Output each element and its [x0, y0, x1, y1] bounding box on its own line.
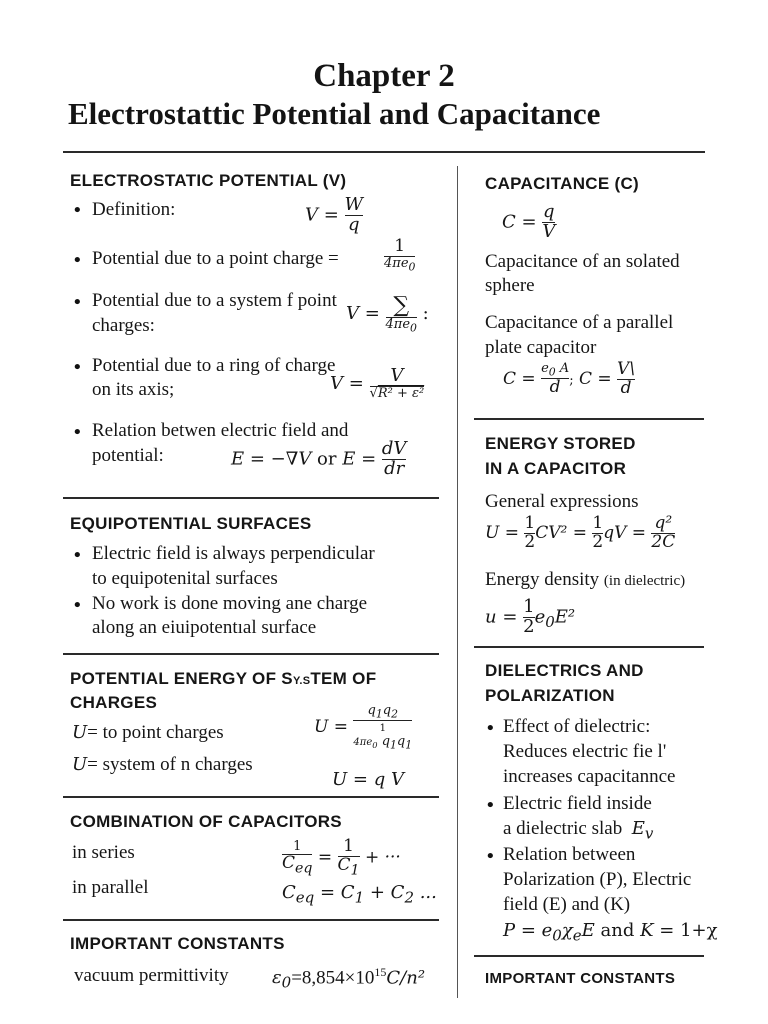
section-heading-constants-right: IMPORTANT CONSTANTS: [485, 970, 676, 987]
dielectric-relation-3: field (E) and (K): [503, 894, 631, 915]
equipotential-item-1a: Electric field is always perpendicular: [92, 543, 375, 564]
formula-capacitance: C = $\frac{q}{V}$: [502, 201, 556, 242]
pe-row-1-text: to point charges: [102, 722, 224, 743]
equipotential-item-2a: No work is done moving ane charge: [92, 593, 368, 614]
section-heading-energy: ENERGY STORED: [485, 434, 636, 453]
section-heading-pe-system-2: CHARGES: [70, 693, 158, 712]
chapter-number: Chapter 2: [313, 58, 455, 94]
dielectric-effect-2: Reduces electric fie l': [503, 741, 667, 762]
heading-part-1: POTENTIAL ENERGY OF S: [70, 669, 293, 688]
formula-field-potential: E = −∇V or E = $\frac{dV}{dr}$: [231, 438, 407, 479]
pe-row-2-text: system of n charges: [102, 754, 253, 775]
formula-ring-charge: V = $\frac{V}{\text{√R² + ε²}}$: [330, 365, 425, 401]
constant-exponent: 15: [374, 965, 387, 979]
divider-right-1: [474, 418, 704, 420]
parallel-label: in parallel: [72, 877, 149, 898]
formula-parallel: $C_{eq} = C_1 + C_2$ ...: [282, 882, 437, 907]
bullet: •: [72, 357, 83, 378]
general-expressions-label: General expressions: [485, 491, 639, 512]
section-heading-dielectrics-2: POLARIZATION: [485, 686, 615, 705]
formula-polarization: $P = e_0\chi_eE$ and K = 1+χ: [503, 920, 718, 945]
constant-value: =8,854×10: [291, 967, 375, 989]
formula-series: $\frac{1}{C_{eq}}$ = $\frac{1}{C_1}$ + ···: [282, 836, 401, 879]
divider-right-3: [474, 955, 704, 957]
field-potential-label-2: potential:: [92, 445, 164, 466]
formula-energy-density: u = $\frac{1}{2}$ $e_0E^2$: [485, 596, 576, 637]
dielectric-inside-1: Electric field inside: [503, 793, 652, 814]
dielectric-effect-1: Effect of dielectric:: [503, 716, 651, 737]
energy-density-label: [485, 569, 685, 591]
pe-row-2: U= system of n charges: [72, 754, 253, 775]
bullet: •: [72, 595, 83, 616]
column-divider: [457, 166, 458, 998]
bullet: •: [72, 200, 83, 221]
section-heading-combination: COMBINATION OF CAPACITORS: [70, 812, 342, 831]
bullet: •: [72, 545, 83, 566]
section-heading-pe-system: [70, 669, 376, 689]
dielectric-inside-2: a dielectric slab $E_v$: [503, 818, 654, 843]
section-heading-potential: ELECTROSTATIC POTENTIAL (V): [70, 171, 347, 190]
bullet: •: [72, 292, 83, 313]
formula-pe-n-charges: U = q V: [332, 769, 404, 790]
field-potential-label-1: Relation betwen electric field and: [92, 420, 349, 441]
section-heading-constants: IMPORTANT CONSTANTS: [70, 934, 285, 953]
page-title: Electrostattic Potential and Capacitance: [68, 96, 601, 131]
formula-system-charges: V = $\frac{\sum}{4\pi e_0}$ :: [346, 293, 429, 335]
ring-charge-label-1: Potential due to a ring of charge: [92, 355, 336, 376]
or-word: or: [317, 448, 337, 470]
and-word: and: [600, 920, 635, 941]
heading-part-ys: Y.S: [292, 675, 311, 687]
pe-row-1: U= to point charges: [72, 722, 224, 743]
formula-point-charge: $\frac{1}{4\pi e_0}$: [384, 236, 416, 274]
bullet: •: [72, 422, 83, 443]
vacuum-permittivity-label: vacuum permittivity: [74, 965, 229, 986]
bullet: •: [485, 795, 496, 816]
isolated-sphere-label-2: sphere: [485, 275, 535, 296]
definition-label: Definition:: [92, 199, 176, 220]
series-label: in series: [72, 842, 135, 863]
formula-definition: V = $\frac{W}{q}$: [305, 194, 364, 235]
formula-pe-two-charges: U = $q_1q_2$ 1 $4\pi e_0$ $q_1q_1$: [314, 703, 413, 752]
heading-part-rest: TEM OF: [310, 669, 377, 688]
divider-left-3: [63, 796, 439, 798]
equipotential-item-2b: along an eiuipotentıal surface: [92, 617, 317, 638]
point-charge-label: Potential due to a point charge =: [92, 248, 339, 269]
section-heading-dielectrics: DIELECTRICS AND: [485, 661, 644, 680]
dielectric-relation-2: Polarization (P), Electric: [503, 869, 692, 890]
equipotential-item-1b: to equipotenital surfaces: [92, 568, 278, 589]
parallel-plate-label-2: plate capacitor: [485, 337, 597, 358]
bullet: •: [485, 846, 496, 867]
divider-right-2: [474, 646, 704, 648]
section-heading-equipotential: EQUIPOTENTIAL SURFACES: [70, 514, 312, 533]
section-heading-capacitance: CAPACITANCE (C): [485, 174, 640, 193]
divider-left-4: [63, 919, 439, 921]
system-charges-label-2: charges:: [92, 315, 155, 336]
divider-left-2: [63, 653, 439, 655]
parallel-plate-label-1: Capacitance of a parallel: [485, 312, 674, 333]
formula-energy: U = $\frac{1}{2}$ CV² = $\frac{1}{2}$ qV = $\frac{\text{q²}}{2C}$: [485, 513, 676, 552]
isolated-sphere-label-1: Capacitance of an solated: [485, 251, 680, 272]
dielectric-relation-1: Relation between: [503, 844, 636, 865]
bullet: •: [72, 250, 83, 271]
vacuum-permittivity-value: $\varepsilon_0=8,854\times 10^{15}C/n^2$: [272, 965, 426, 992]
ring-charge-label-2: on its axis;: [92, 379, 175, 400]
dielectric-effect-3: increases capacitannce: [503, 766, 676, 787]
section-heading-energy-2: IN A CAPACITOR: [485, 459, 627, 478]
formula-parallel-plate: C = $\frac{e_0 A}{d}$ ; C = $\frac{V\backslash}{d}$: [503, 359, 636, 398]
divider-left-1: [63, 497, 439, 499]
title-divider: [63, 151, 705, 153]
system-charges-label-1: Potential due to a system f point: [92, 290, 337, 311]
energy-density-text: Energy density: [485, 569, 600, 590]
bullet: •: [485, 718, 496, 739]
dielectric-inside-text: a dielectric slab: [503, 818, 623, 839]
energy-density-note: (in dielectric): [603, 573, 686, 589]
